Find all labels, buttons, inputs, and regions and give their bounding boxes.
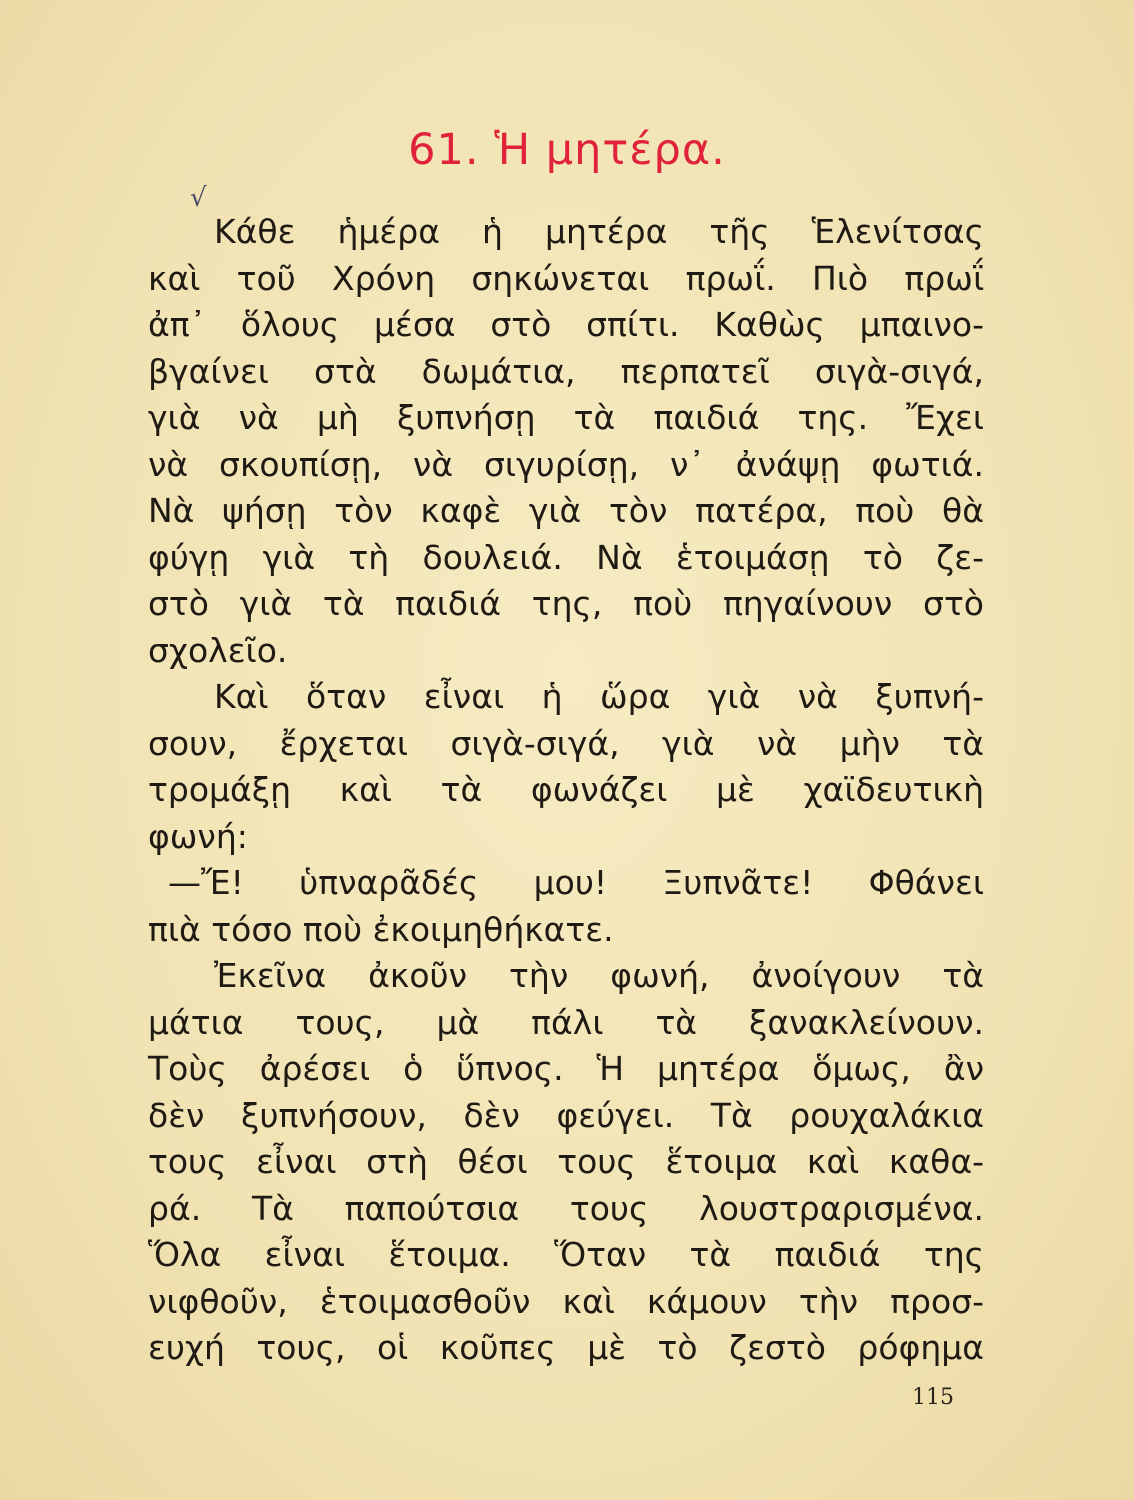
text-line: —Ἔ! ὑπναρᾶδές μου! Ξυπνᾶτε! Φθάνει <box>168 863 984 902</box>
text-line: τους εἶναι στὴ θέσι τους ἕτοιμα καὶ καθα- <box>148 1142 984 1181</box>
text-line: ἀπ᾽ ὅλους μέσα στὸ σπίτι. Καθὼς μπαινο- <box>148 305 984 344</box>
text-line: σχολεῖο. <box>148 630 288 670</box>
text-line: τρομάξῃ καὶ τὰ φωνάζει μὲ χαϊδευτικὴ <box>148 770 984 809</box>
chapter-title: 61. Ἡ μητέρα. <box>408 125 726 175</box>
text-line: στὸ γιὰ τὰ παιδιά της, ποὺ πηγαίνουν στὸ <box>148 584 984 623</box>
text-line: δὲν ξυπνήσουν, δὲν φεύγει. Τὰ ρουχαλάκια <box>148 1095 984 1135</box>
margin-check-mark: √ <box>190 183 207 213</box>
text-line: Κάθε ἡμέρα ἡ μητέρα τῆς Ἑλενίτσας <box>214 212 984 251</box>
page-number: 115 <box>912 1385 954 1410</box>
text-line: Τοὺς ἀρέσει ὁ ὕπνος. Ἡ μητέρα ὅμως, ἂν <box>148 1049 984 1088</box>
text-line: βγαίνει στὰ δωμάτια, περπατεῖ σιγὰ-σιγά, <box>148 351 984 391</box>
text-line: ρά. Τὰ παπούτσια τους λουστραρισμένα. <box>148 1188 984 1228</box>
text-line: φωνή: <box>148 816 248 856</box>
text-line: φύγῃ γιὰ τὴ δουλειά. Νὰ ἑτοιμάσῃ τὸ ζε- <box>148 537 984 577</box>
text-line: γιὰ νὰ μὴ ξυπνήσῃ τὰ παιδιά της. Ἔχει <box>148 398 984 437</box>
body-text <box>148 209 984 1372</box>
text-line: Ὅλα εἶναι ἕτοιμα. Ὅταν τὰ παιδιά της <box>148 1235 984 1274</box>
text-line: Νὰ ψήσῃ τὸν καφὲ γιὰ τὸν πατέρα, ποὺ θὰ <box>148 491 984 530</box>
text-line: ευχή τους, οἱ κοῦπες μὲ τὸ ζεστὸ ρόφημα <box>148 1328 984 1367</box>
text-line: σουν, ἔρχεται σιγὰ-σιγά, γιὰ νὰ μὴν τὰ <box>148 723 984 763</box>
text-line: Καὶ ὅταν εἶναι ἡ ὥρα γιὰ νὰ ξυπνή- <box>214 677 984 716</box>
text-line: νὰ σκουπίσῃ, νὰ σιγυρίσῃ, ν᾽ ἀνάψῃ φωτιά. <box>148 444 984 484</box>
text-line: μάτια τους, μὰ πάλι τὰ ξανακλείνουν. <box>148 1002 984 1042</box>
text-line: πιὰ τόσο ποὺ ἐκοιμηθήκατε. <box>148 909 614 949</box>
text-line: καὶ τοῦ Χρόνη σηκώνεται πρωΐ. Πιὸ πρωΐ <box>148 258 984 298</box>
text-line: Ἐκεῖνα ἀκοῦν τὴν φωνή, ἀνοίγουν τὰ <box>214 956 984 995</box>
text-line: νιφθοῦν, ἑτοιμασθοῦν καὶ κάμουν τὴν προσ- <box>148 1281 984 1321</box>
